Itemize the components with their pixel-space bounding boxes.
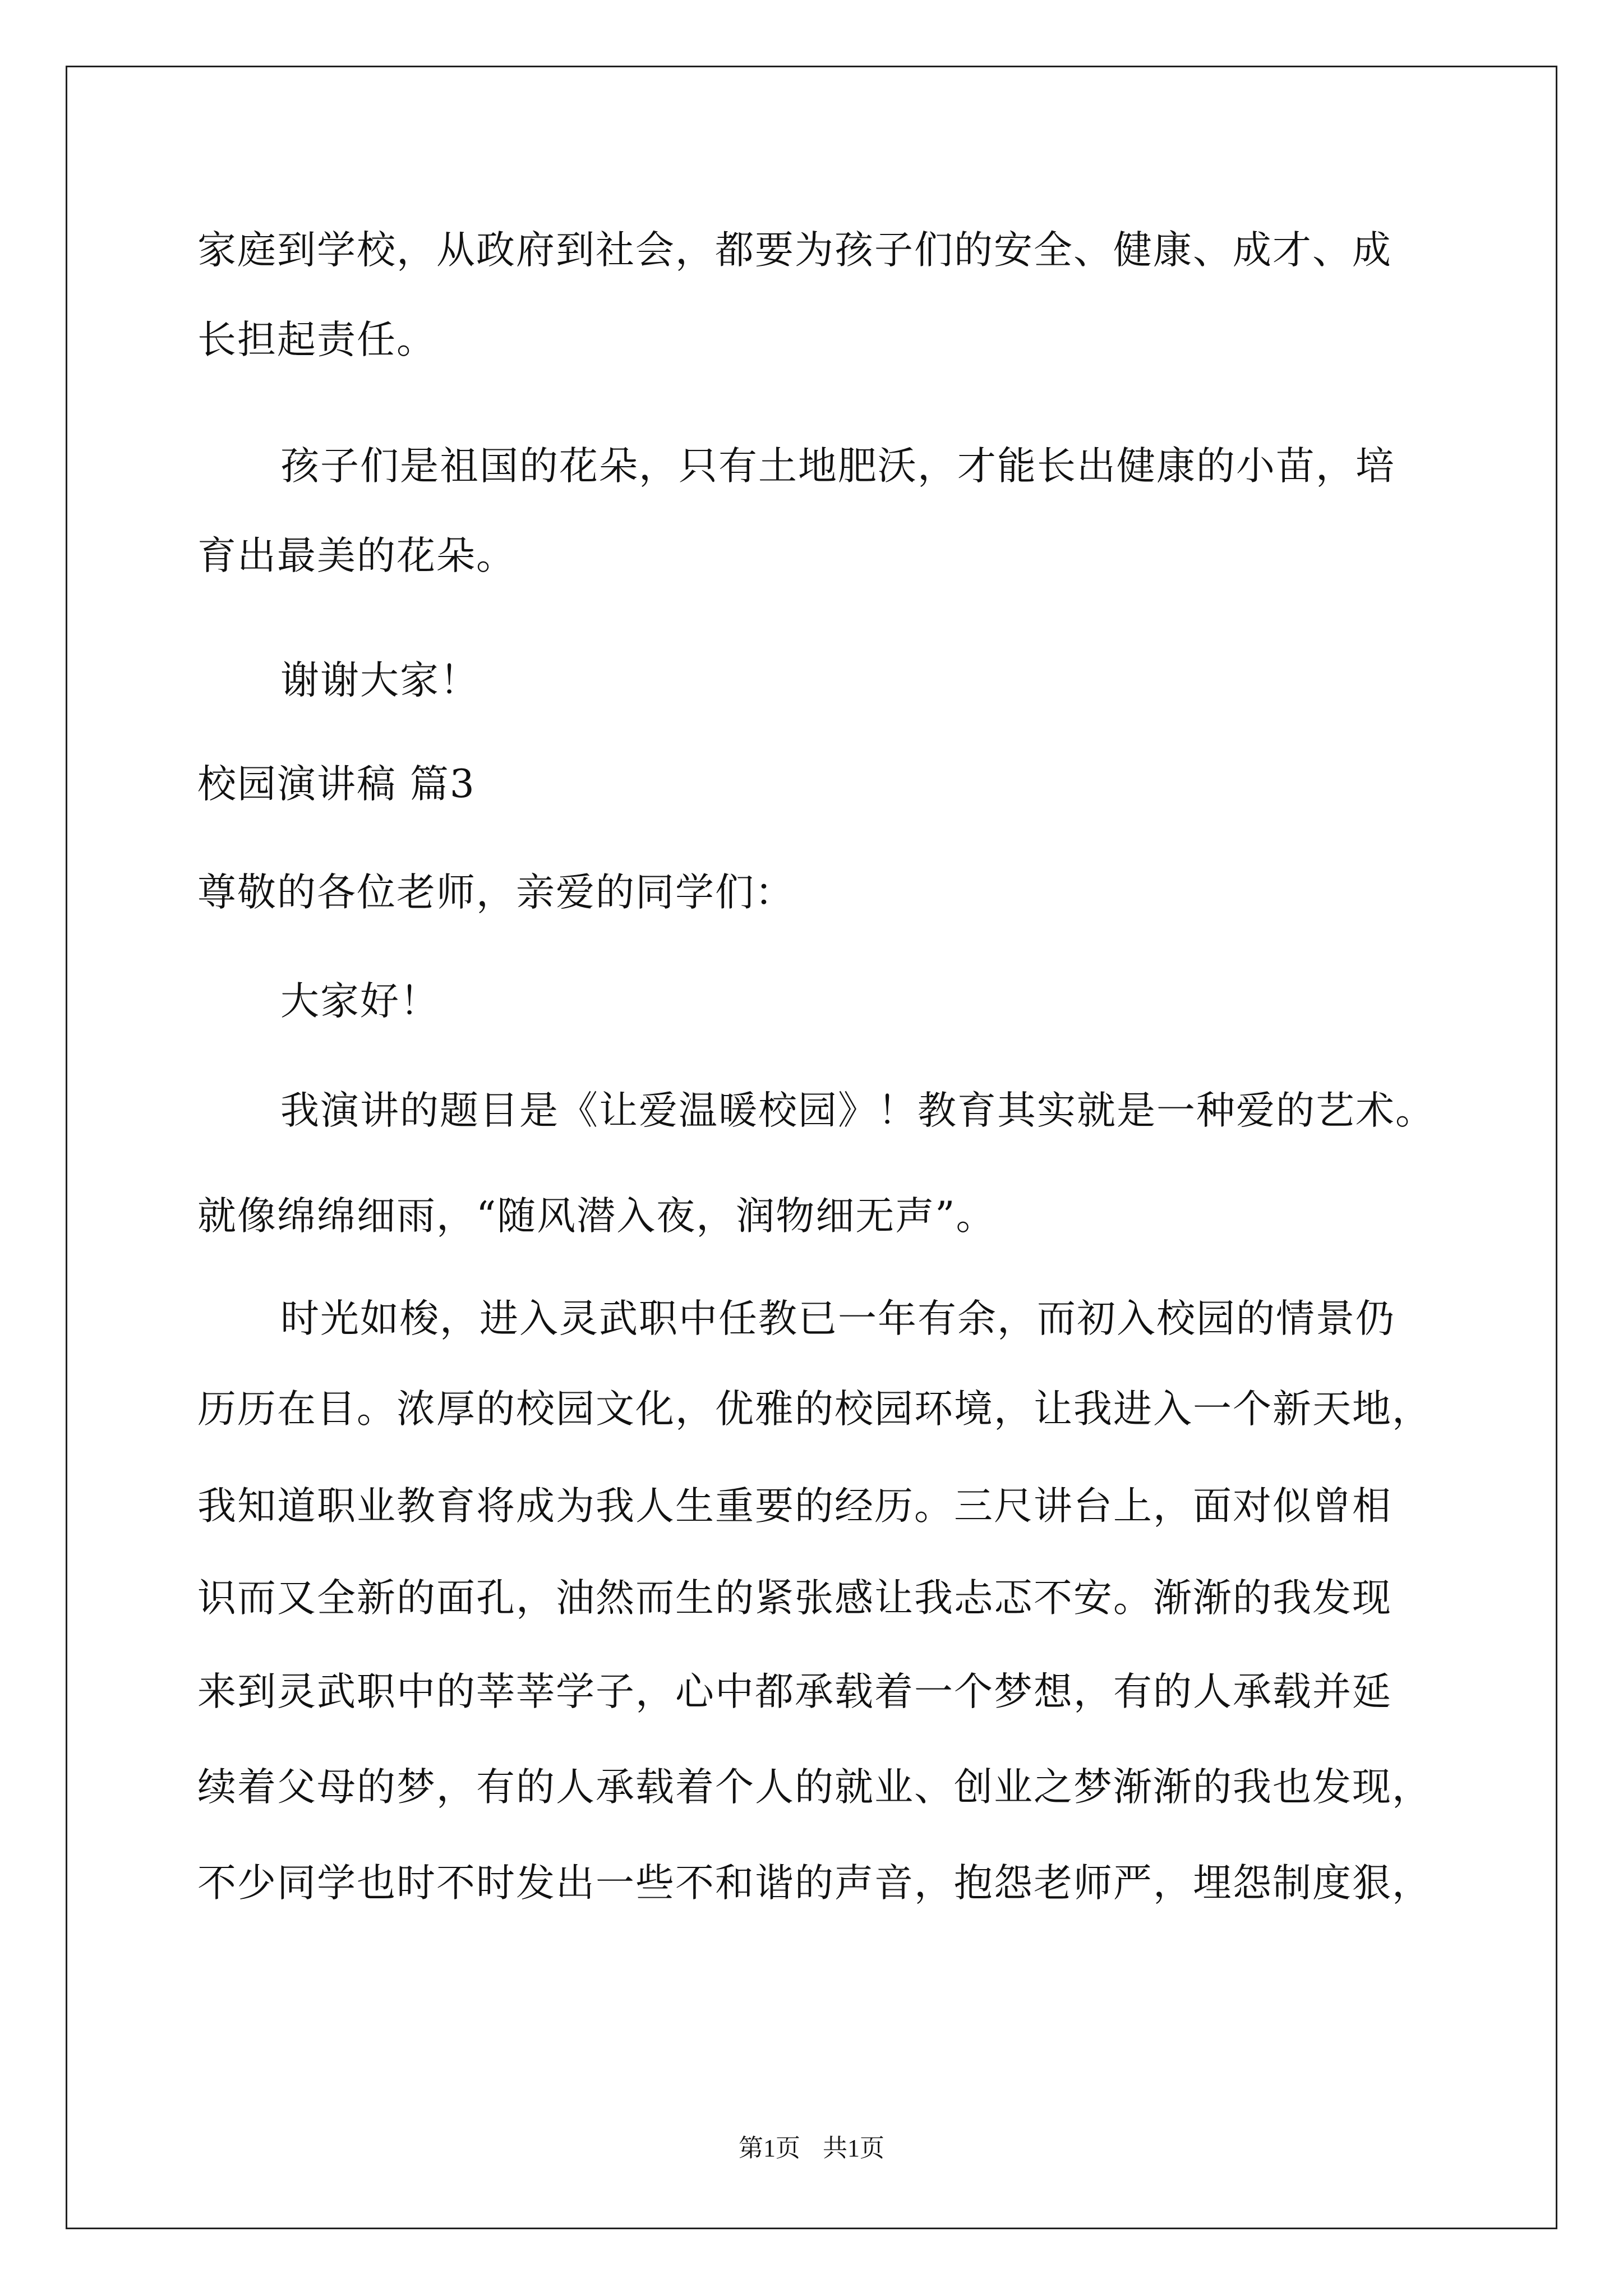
- text-line: 来到灵武职中的莘莘学子，心中都承载着一个梦想，有的人承载并延: [197, 1669, 1392, 1714]
- text-line: 时光如梭，进入灵武职中任教已一年有余，而初入校园的情景仍: [280, 1296, 1395, 1341]
- text-line: 不少同学也时不时发出一些不和谐的声音，抱怨老师严，埋怨制度狠，: [197, 1861, 1432, 1906]
- text-line: 续着父母的梦，有的人承载着个人的就业、创业之梦渐渐的我也发现，: [197, 1765, 1432, 1810]
- text-line: 谢谢大家！: [280, 658, 479, 703]
- text-line: 长担起责任。: [197, 318, 436, 362]
- page-footer: [0, 2132, 1623, 2165]
- text-line: 我演讲的题目是《让爱温暖校园》！教育其实就是一种爱的艺术。: [280, 1088, 1435, 1133]
- text-line: 就像绵绵细雨，“随风潜入夜，润物细无声”。: [197, 1194, 996, 1239]
- text-line: 孩子们是祖国的花朵，只有土地肥沃，才能长出健康的小苗，培: [280, 444, 1395, 489]
- page-total: 共1页: [823, 2134, 884, 2162]
- page-number: 第1页: [739, 2134, 800, 2162]
- section-heading: 校园演讲稿 篇3: [197, 762, 476, 807]
- text-line: 家庭到学校，从政府到社会，都要为孩子们的安全、健康、成才、成: [197, 228, 1392, 273]
- text-line: 我知道职业教育将成为我人生重要的经历。三尺讲台上，面对似曾相: [197, 1484, 1392, 1529]
- text-line: 历历在目。浓厚的校园文化，优雅的校园环境，让我进入一个新天地，: [197, 1387, 1432, 1432]
- text-line: 识而又全新的面孔，油然而生的紧张感让我忐忑不安。渐渐的我发现: [197, 1576, 1392, 1621]
- text-line: 大家好！: [280, 979, 440, 1024]
- salutation: 尊敬的各位老师，亲爱的同学们：: [197, 870, 795, 915]
- text-line: 育出最美的花朵。: [197, 533, 516, 578]
